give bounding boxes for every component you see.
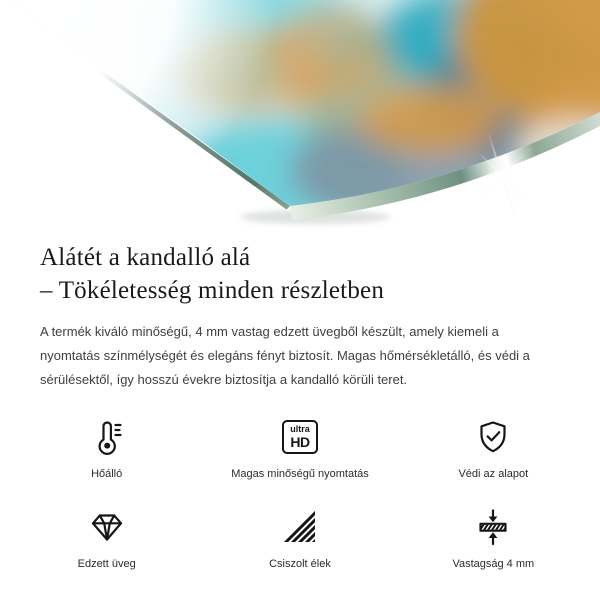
feature-item-heat-resistant — [10, 416, 203, 480]
diamond-icon — [88, 506, 126, 548]
thickness-icon — [474, 506, 512, 548]
feature-label: Edzett üveg — [77, 558, 136, 571]
features-grid — [10, 416, 590, 570]
glass-panel-print — [0, 0, 600, 232]
feature-label: Magas minőségű nyomtatás — [231, 468, 369, 481]
feature-label: Hőálló — [91, 468, 123, 481]
feature-label: Védi az alapot — [458, 468, 529, 481]
glass-panel-photo — [0, 0, 600, 232]
ultra-hd-badge-top: ultra — [290, 424, 310, 435]
polished-edges-icon — [281, 506, 319, 548]
product-description: A termék kiváló minőségű, 4 mm vastag edzett üvegből készült, amely kiemeli a nyomtatás színmélységét és elegáns fényt biztosít. Magas hőmérsékletálló, és védi a sérülésektől, így hosszú évekre biztosítja a kandalló körüli teret. — [40, 324, 530, 388]
feature-item-tempered-glass — [10, 506, 203, 570]
hero-product-photo — [0, 0, 600, 232]
ultra-hd-badge-bottom: HD — [290, 434, 310, 451]
page-title-line-2: – Tökéletesség minden részletben — [40, 277, 385, 304]
feature-item-polished-edges — [203, 506, 396, 570]
feature-item-print-quality — [203, 416, 396, 480]
feature-label: Vastagság 4 mm — [452, 558, 535, 571]
feature-item-protects-base — [397, 416, 590, 480]
page-title-line-1: Alátét a kandalló alá — [40, 244, 251, 271]
feature-item-thickness — [397, 506, 590, 570]
shield-check-icon — [474, 416, 512, 458]
thermometer-icon — [88, 416, 126, 458]
page-title — [40, 241, 560, 307]
ultra-hd-icon — [282, 416, 318, 458]
feature-label: Csiszolt élek — [269, 558, 331, 571]
